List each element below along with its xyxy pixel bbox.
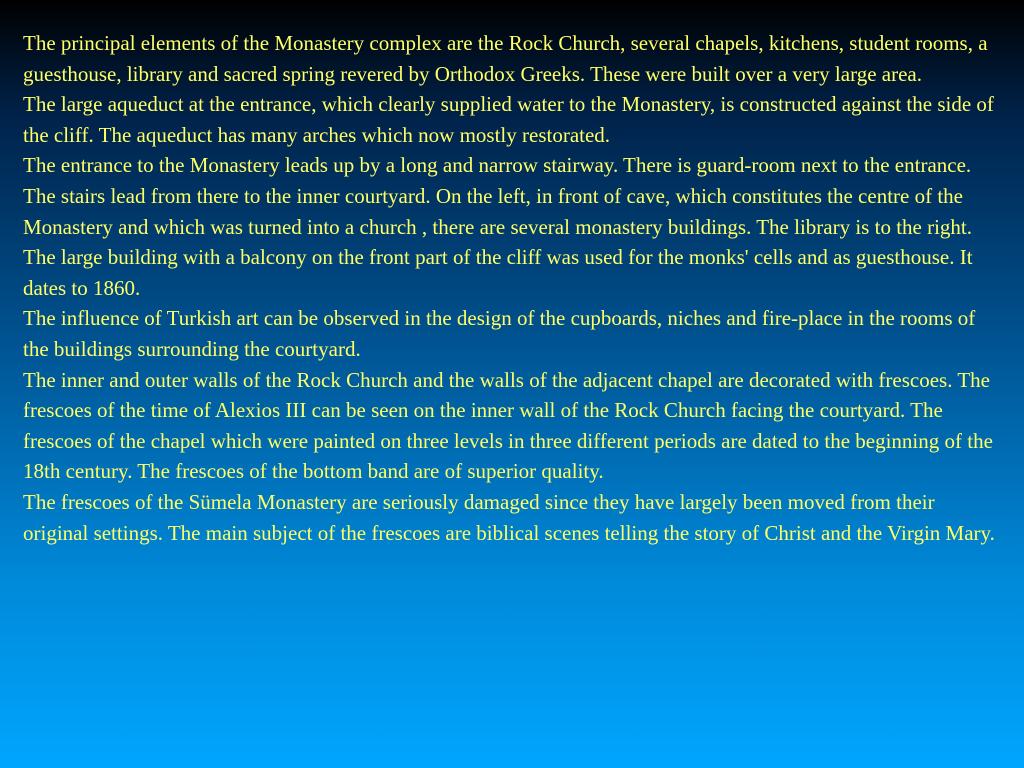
paragraph-entrance: The entrance to the Monastery leads up by a long and narrow stairway. There is guard-room next to the entrance. The stairs lead from there to the inner courtyard. On the left, in front of cave, which constitutes the centre of the Monastery and which was turned into a church , there are several monastery buildings. The library is to the right. bbox=[23, 153, 973, 239]
paragraph-frescoes-damage: The frescoes of the Sümela Monastery are seriously damaged since they have largely been moved from their original settings. The main subject of the frescoes are biblical scenes telling the story of Christ and the Virgin Mary. bbox=[23, 489, 995, 545]
paragraph-large-building: The large building with a balcony on the front part of the cliff was used for the monks' cells and as guesthouse. It dates to 1860. bbox=[23, 245, 973, 300]
slide-body-text bbox=[23, 28, 998, 548]
paragraph-turkish-influence: The influence of Turkish art can be observed in the design of the cupboards, niches and fire-place in the rooms of the buildings surrounding the courtyard. bbox=[23, 306, 976, 361]
paragraph-aqueduct: The large aqueduct at the entrance, which clearly supplied water to the Monastery, is constructed against the side of the cliff. The aqueduct has many arches which now mostly restorated. bbox=[23, 92, 994, 147]
paragraph-principal-elements: The principal elements of the Monastery complex are the Rock Church, several chapels, kitchens, student rooms, a guesthouse, library and sacred spring revered by Orthodox Greeks. These were built over a very large area. bbox=[23, 31, 988, 86]
paragraph-frescoes-walls: The inner and outer walls of the Rock Church and the walls of the adjacent chapel are decorated with frescoes. The frescoes of the time of Alexios III can be seen on the inner wall of the Rock Church facing the courtyard. The frescoes of the chapel which were painted on three levels in three different periods are dated to the beginning of the 18th century. The frescoes of the bottom band are of superior quality. bbox=[23, 367, 993, 484]
